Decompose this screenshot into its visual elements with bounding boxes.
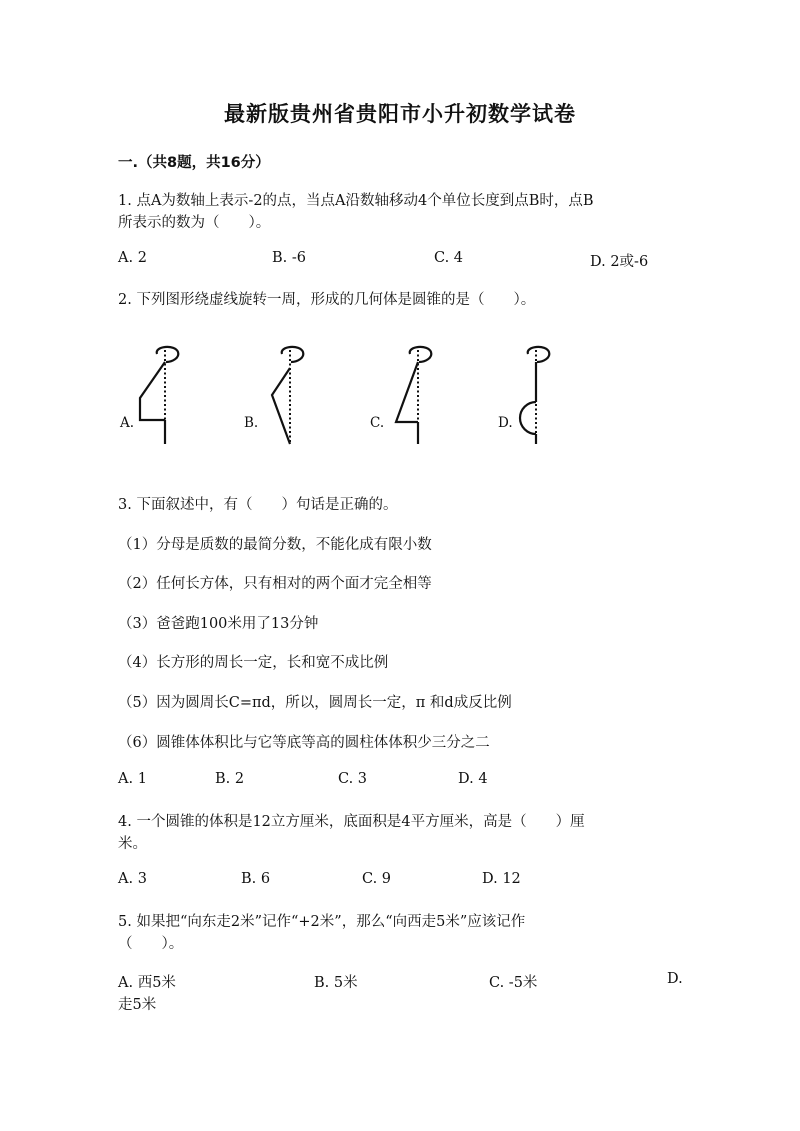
question-4-option-b[interactable]: B. 6 <box>241 871 271 887</box>
question-3-option-c[interactable]: C. 3 <box>338 771 368 787</box>
question-1-text-line1: 1. 点A为数轴上表示-2的点，当点A沿数轴移动4个单位长度到点B时，点B <box>118 193 594 209</box>
question-3-option-b[interactable]: B. 2 <box>215 771 245 787</box>
figure-b-shape[interactable] <box>272 347 303 444</box>
figure-d-label: D. <box>498 415 513 431</box>
figure-a-label: A. <box>120 415 135 431</box>
question-5-text-line2: （ ）。 <box>118 936 184 952</box>
question-3-statement-5: （5）因为圆周长C=πd，所以，圆周长一定，π 和d成反比例 <box>118 695 512 711</box>
question-5-text-line1: 5. 如果把“向东走2米”记作“+2米”，那么“向西走5米”应该记作 <box>118 914 526 930</box>
question-4-text-line2: 米。 <box>118 836 147 852</box>
rotation-figures <box>118 340 588 455</box>
question-5-option-d[interactable]: D. <box>667 971 683 987</box>
question-3-text: 3. 下面叙述中，有（ ）句话是正确的。 <box>118 497 398 513</box>
question-4-option-d[interactable]: D. 12 <box>482 871 521 887</box>
question-3-statement-6: （6）圆锥体体积比与它等底等高的圆柱体体积少三分之二 <box>118 735 490 751</box>
figure-c-label: C. <box>370 415 385 431</box>
question-3-statement-4: （4）长方形的周长一定，长和宽不成比例 <box>118 655 389 671</box>
section-heading: 一.（共8题，共16分） <box>118 155 270 171</box>
figure-c-shape[interactable] <box>396 347 431 444</box>
question-1-text-line2: 所表示的数为（ ）。 <box>118 215 271 231</box>
question-4-text-line1: 4. 一个圆锥的体积是12立方厘米，底面积是4平方厘米，高是（ ）厘 <box>118 814 585 830</box>
figure-d-shape[interactable] <box>520 347 549 444</box>
question-5-option-d-continued: 走5米 <box>118 997 157 1013</box>
question-4-option-a[interactable]: A. 3 <box>118 871 147 887</box>
question-3-statement-3: （3）爸爸跑100米用了13分钟 <box>118 616 319 632</box>
question-3-statement-1: （1）分母是质数的最简分数，不能化成有限小数 <box>118 537 432 553</box>
figure-a-shape[interactable] <box>140 347 178 444</box>
question-1-option-a[interactable]: A. 2 <box>118 250 147 266</box>
question-5-option-b[interactable]: B. 5米 <box>314 975 358 991</box>
figure-b-label: B. <box>244 415 259 431</box>
question-1-option-b[interactable]: B. -6 <box>272 250 306 266</box>
question-5-option-c[interactable]: C. -5米 <box>489 975 538 991</box>
question-3-statement-2: （2）任何长方体，只有相对的两个面才完全相等 <box>118 576 432 592</box>
question-5-option-a[interactable]: A. 西5米 <box>118 975 176 991</box>
question-1-option-c[interactable]: C. 4 <box>434 250 464 266</box>
question-2-text: 2. 下列图形绕虚线旋转一周，形成的几何体是圆锥的是（ ）。 <box>118 292 536 308</box>
question-1-option-d[interactable]: D. 2或-6 <box>590 254 649 270</box>
question-3-option-a[interactable]: A. 1 <box>118 771 147 787</box>
question-2-figures <box>118 340 588 455</box>
page-title: 最新版贵州省贵阳市小升初数学试卷 <box>224 102 576 126</box>
question-4-option-c[interactable]: C. 9 <box>362 871 392 887</box>
question-3-option-d[interactable]: D. 4 <box>458 771 488 787</box>
